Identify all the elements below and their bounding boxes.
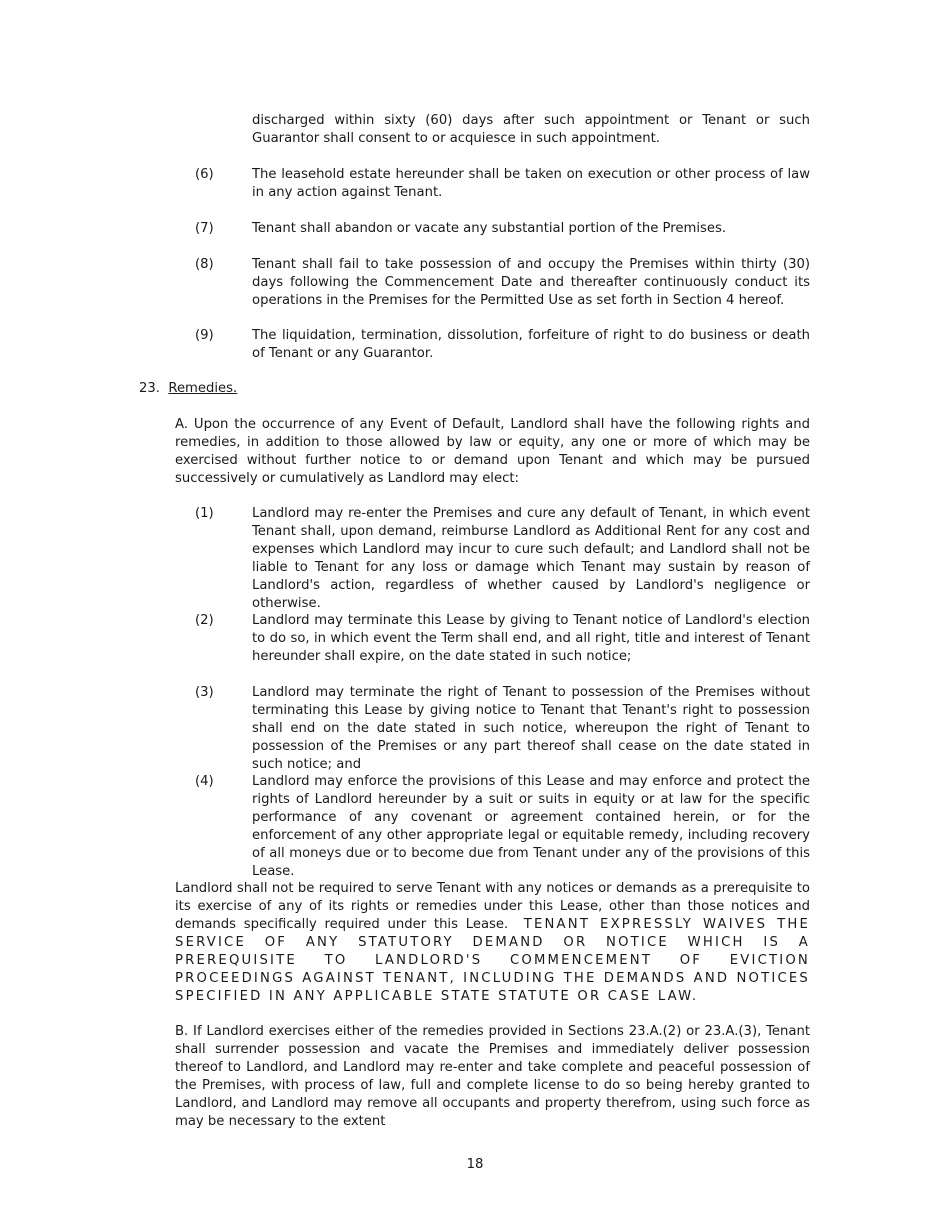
- event-text-6: The leasehold estate hereunder shall be taken on execution or other process of law in any action against Tenant.: [252, 167, 810, 200]
- remedy-number-3: (3): [195, 685, 214, 700]
- event-number-6: (6): [195, 167, 214, 182]
- remedy-number-2: (2): [195, 613, 214, 628]
- continuation-paragraph: discharged within sixty (60) days after such appointment or Tenant or such Guarantor shall consent to or acquiesce in such appointment.: [252, 113, 810, 146]
- event-number-7: (7): [195, 221, 214, 236]
- remedy-text-2: Landlord may terminate this Lease by giving to Tenant notice of Landlord's election to do so, in which event the Term shall end, and all right, title and interest of Tenant hereunder shall expire, on the date stated in such notice;: [252, 613, 810, 664]
- remedy-number-1: (1): [195, 506, 214, 521]
- paragraph-b: B. If Landlord exercises either of the remedies provided in Sections 23.A.(2) or 23.A.(3), Tenant shall surrender possession and vacate the Premises and immediately deliver possession thereof to Landlord, and Landlord may re-enter and take complete and peaceful possession of the Premises, with process of law, full and complete license to do so being hereby granted to Landlord, and Landlord may remove all occupants and property therefrom, using such force as may be necessary to the extent: [175, 1024, 810, 1129]
- remedy-text-1: Landlord may re-enter the Premises and cure any default of Tenant, in which event Tenant shall, upon demand, reimburse Landlord as Additional Rent for any cost and expenses which Landlord may incur to cure such default; and Landlord shall not be liable to Tenant for any loss or damage which Tenant may sustain by reason of Landlord's action, regardless of whether caused by Landlord's negligence or otherwise.: [252, 506, 810, 611]
- event-text-8: Tenant shall fail to take possession of and occupy the Premises within thirty (30) days following the Commencement Date and thereafter continuously conduct its operations in the Premises for the Permitted Use as set forth in Section 4 hereof.: [252, 257, 810, 308]
- waiver-caps-text: TENANT EXPRESSLY WAIVES THE SERVICE OF ANY STATUTORY DEMAND OR NOTICE WHICH IS A PREREQUISITE TO LANDLORD'S COMMENCEMENT OF EVICTION PROCEEDINGS AGAINST TENANT, INCLUDING THE DEMANDS AND NOTICES SPECIFIED IN ANY APPLICABLE STATE STATUTE OR CASE LAW.: [175, 917, 810, 1004]
- event-number-9: (9): [195, 328, 214, 343]
- waiver-paragraph: [175, 880, 810, 1006]
- section-title: Remedies.: [168, 381, 238, 396]
- remedy-number-4: (4): [195, 774, 214, 789]
- page-number: 18: [466, 1157, 484, 1172]
- event-text-7: Tenant shall abandon or vacate any substantial portion of the Premises.: [252, 221, 727, 236]
- event-text-9: The liquidation, termination, dissolution, forfeiture of right to do business or death of Tenant or any Guarantor.: [252, 328, 810, 361]
- section-number: 23.: [139, 381, 160, 396]
- remedy-text-4: Landlord may enforce the provisions of this Lease and may enforce and protect the rights of Landlord hereunder by a suit or suits in equity or at law for the specific performance of any covenant or agreement contained herein, or for the enforcement of any other appropriate legal or equitable remedy, including recovery of all moneys due or to become due from Tenant under any of the provisions of this Lease.: [252, 774, 810, 879]
- waiver-text: Landlord shall not be required to serve Tenant with any notices or demands as a prerequisite to its exercise of any of its rights or remedies under this Lease, other than those notices and demands specifically required under this Lease.: [175, 881, 810, 932]
- remedy-text-3: Landlord may terminate the right of Tenant to possession of the Premises without terminating this Lease by giving notice to Tenant that Tenant's right to possession shall end on the date stated in such notice, whereupon the right of Tenant to possession of the Premises or any part thereof shall cease on the date stated in such notice; and: [252, 685, 810, 772]
- paragraph-a: A. Upon the occurrence of any Event of Default, Landlord shall have the following rights and remedies, in addition to those allowed by law or equity, any one or more of which may be exercised without further notice to or demand upon Tenant and which may be pursued successively or cumulatively as Landlord may elect:: [175, 417, 810, 486]
- event-number-8: (8): [195, 257, 214, 272]
- section-heading: [139, 380, 237, 398]
